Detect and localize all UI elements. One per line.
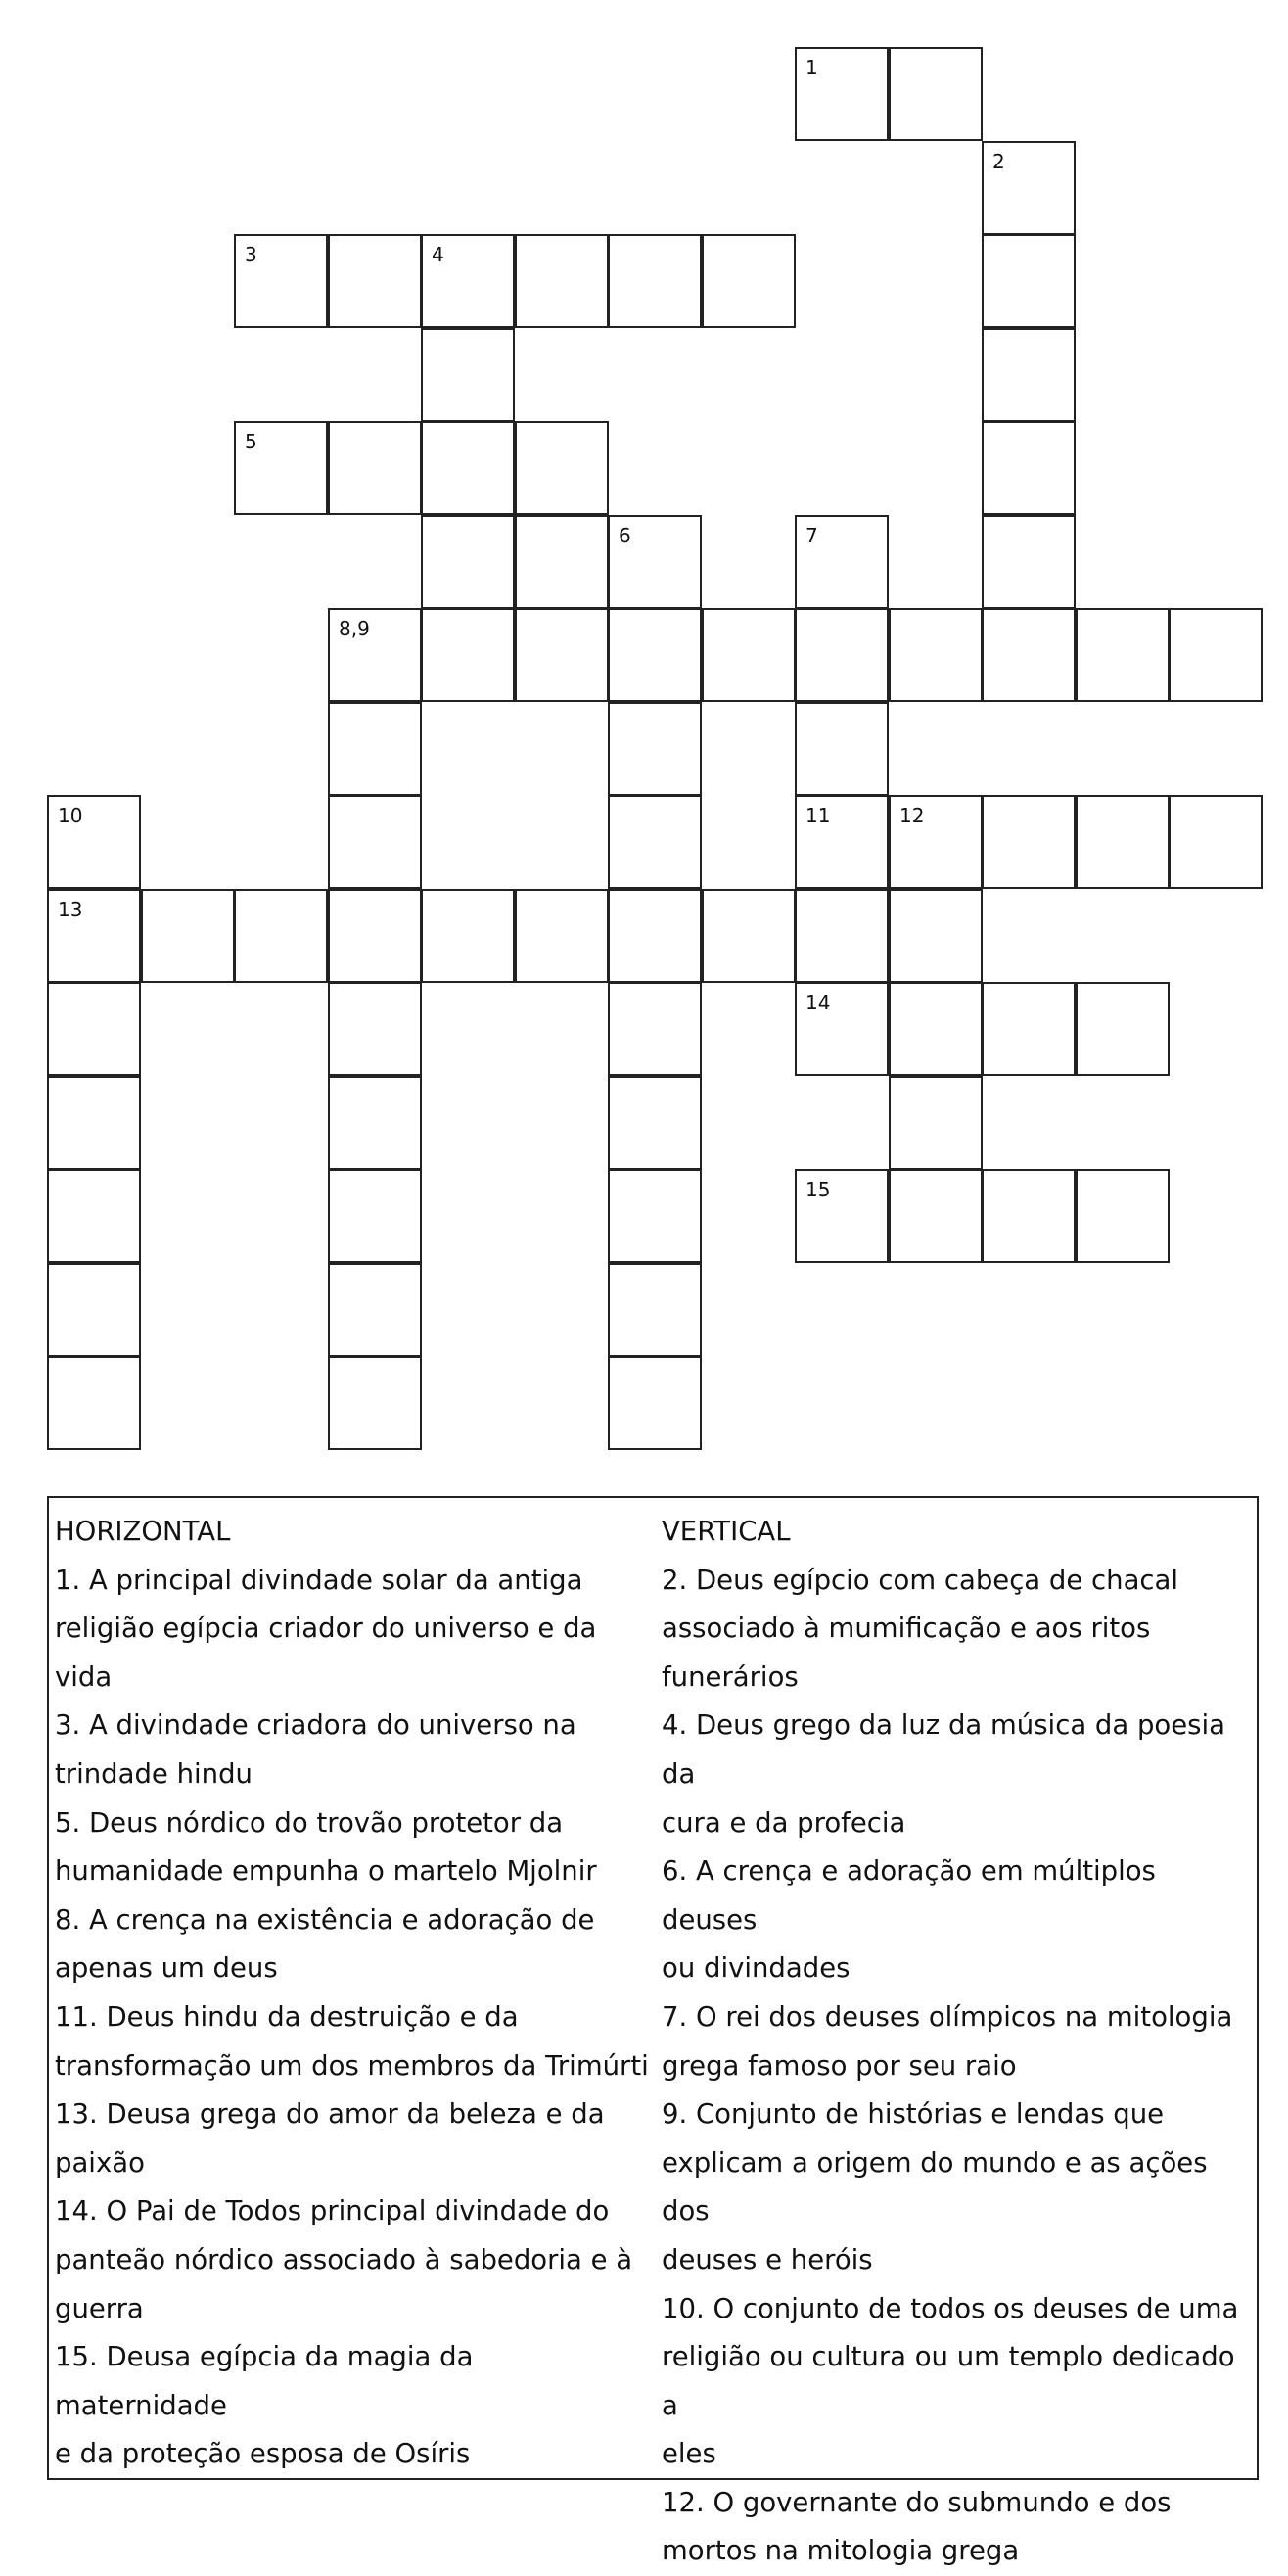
crossword-cell[interactable] (702, 234, 796, 328)
crossword-cell[interactable] (1076, 982, 1170, 1076)
clue-line: 14. O Pai de Todos principal divindade do (55, 2195, 610, 2227)
crossword-cell[interactable] (515, 234, 609, 328)
clue-number: 7 (805, 524, 818, 547)
clues-box (47, 1496, 1259, 2567)
clue-line: eles (662, 2438, 716, 2470)
clue-line: 11. Deus hindu da destruição e da (55, 2000, 519, 2033)
crossword-cell[interactable] (47, 1076, 141, 1170)
clue-line: vida (55, 1661, 113, 1693)
crossword-cell[interactable] (889, 889, 983, 983)
clue-line: associado à mumificação e aos ritos (662, 1613, 1151, 1645)
clue-line: humanidade empunha o martelo Mjolnir (55, 1855, 597, 1888)
clue-line: religião ou cultura ou um templo dedicado a (662, 2341, 1235, 2421)
crossword-cell[interactable] (47, 889, 141, 983)
crossword-cell[interactable] (515, 608, 609, 702)
clue-line: guerra (55, 2292, 144, 2324)
clue-line: 10. O conjunto de todos os deuses de uma (662, 2292, 1239, 2324)
clue-number: 13 (58, 898, 83, 921)
crossword-cell[interactable] (141, 889, 235, 983)
clue-number: 5 (245, 430, 257, 453)
crossword-cell[interactable] (47, 982, 141, 1076)
crossword-cell[interactable] (889, 608, 983, 702)
clue-line: e da proteção esposa de Osíris (55, 2438, 471, 2470)
clue-line: 2. Deus egípcio com cabeça de chacal (662, 1564, 1179, 1596)
clue-line: cura e da profecia (662, 1806, 906, 1839)
crossword-cell[interactable] (608, 1076, 702, 1170)
crossword-cell[interactable] (328, 889, 422, 983)
crossword-cell[interactable] (421, 608, 515, 702)
clue-line: 9. Conjunto de histórias e lendas que (662, 2098, 1165, 2131)
clue-number: 8,9 (339, 617, 370, 640)
crossword-cell[interactable] (234, 889, 328, 983)
clue-line: explicam a origem do mundo e as ações dos (662, 2146, 1208, 2227)
crossword-cell[interactable] (328, 702, 422, 796)
clue-line: 7. O rei dos deuses olímpicos na mitologia (662, 2000, 1233, 2033)
crossword-cell[interactable] (47, 795, 141, 889)
clue-line: 3. A divindade criadora do universo na (55, 1710, 576, 1742)
crossword-cell[interactable] (328, 795, 422, 889)
crossword-cell[interactable] (421, 515, 515, 609)
crossword-cell[interactable] (982, 1169, 1076, 1263)
clue-line: trindade hindu (55, 1757, 253, 1790)
crossword-cell[interactable] (421, 328, 515, 422)
crossword-cell[interactable] (982, 141, 1076, 235)
crossword-cell[interactable] (889, 795, 983, 889)
crossword-cell[interactable] (328, 1169, 422, 1263)
clue-line: funerários (662, 1661, 799, 1693)
clue-line: 6. A crença e adoração em múltiplos deuses (662, 1855, 1156, 1936)
crossword-cell[interactable] (608, 1263, 702, 1357)
clue-number: 2 (992, 150, 1005, 173)
clue-number: 6 (619, 524, 631, 547)
crossword-cell[interactable] (328, 1356, 422, 1450)
crossword-cell[interactable] (328, 1263, 422, 1357)
crossword-cell[interactable] (608, 1169, 702, 1263)
crossword-cell[interactable] (795, 47, 889, 141)
crossword-cell[interactable] (515, 421, 609, 515)
clue-line: ou divindades (662, 1952, 851, 1985)
crossword-cell[interactable] (328, 982, 422, 1076)
crossword-cell[interactable] (889, 1076, 983, 1170)
clue-number: 10 (58, 804, 83, 827)
clue-line: 4. Deus grego da luz da música da poesia da (662, 1710, 1225, 1790)
clue-line: 1. A principal divindade solar da antiga (55, 1564, 583, 1596)
crossword-cell[interactable] (795, 608, 889, 702)
crossword-cell[interactable] (47, 1356, 141, 1450)
crossword-cell[interactable] (515, 889, 609, 983)
crossword-cell[interactable] (982, 328, 1076, 422)
crossword-cell[interactable] (702, 608, 796, 702)
crossword-cell[interactable] (515, 515, 609, 609)
crossword-cell[interactable] (234, 421, 328, 515)
crossword-cell[interactable] (795, 515, 889, 609)
clue-line: 15. Deusa egípcia da magia da maternidade (55, 2341, 474, 2421)
clue-line: 5. Deus nórdico do trovão protetor da (55, 1806, 564, 1839)
clue-line: 12. O governante do submundo e dos (662, 2486, 1172, 2518)
clue-number: 1 (805, 56, 818, 79)
crossword-cell[interactable] (1076, 608, 1170, 702)
crossword-cell[interactable] (608, 982, 702, 1076)
clue-number: 3 (245, 243, 257, 266)
crossword-cell[interactable] (795, 702, 889, 796)
crossword-cell[interactable] (795, 889, 889, 983)
crossword-cell[interactable] (1169, 608, 1263, 702)
crossword-cell[interactable] (1076, 795, 1170, 889)
crossword-cell[interactable] (608, 1356, 702, 1450)
crossword-cell[interactable] (982, 515, 1076, 609)
crossword-cell[interactable] (328, 608, 422, 702)
crossword-cell[interactable] (795, 795, 889, 889)
crossword-cell[interactable] (608, 234, 702, 328)
clue-line: religião egípcia criador do universo e da (55, 1613, 597, 1645)
crossword-cell[interactable] (889, 1169, 983, 1263)
horizontal-heading: HORIZONTAL (55, 1516, 231, 1547)
crossword-cell[interactable] (328, 421, 422, 515)
clue-line: apenas um deus (55, 1952, 278, 1985)
clue-line: transformação um dos membros da Trimúrti (55, 2049, 649, 2082)
clue-number: 12 (899, 804, 925, 827)
crossword-cell[interactable] (982, 234, 1076, 328)
crossword-cell[interactable] (328, 1076, 422, 1170)
clue-number: 15 (805, 1178, 831, 1201)
crossword-cell[interactable] (1076, 1169, 1170, 1263)
clue-number: 11 (805, 804, 831, 827)
crossword-cell[interactable] (889, 982, 983, 1076)
crossword-cell[interactable] (982, 982, 1076, 1076)
clue-number: 4 (432, 243, 444, 266)
horizontal-clues (55, 1508, 654, 2479)
clue-number: 14 (805, 991, 831, 1014)
crossword-cell[interactable] (889, 47, 983, 141)
crossword-cell[interactable] (421, 889, 515, 983)
clue-line: deuses e heróis (662, 2243, 873, 2275)
crossword-cell[interactable] (1169, 795, 1263, 889)
crossword-cell[interactable] (47, 1263, 141, 1357)
crossword-cell[interactable] (795, 982, 889, 1076)
clue-line: 13. Deusa grega do amor da beleza e da (55, 2098, 605, 2131)
crossword-cell[interactable] (608, 702, 702, 796)
crossword-cell[interactable] (795, 1169, 889, 1263)
vertical-heading: VERTICAL (662, 1516, 791, 1547)
clue-line: 8. A crença na existência e adoração de (55, 1903, 595, 1936)
crossword-cell[interactable] (608, 608, 702, 702)
vertical-clues (662, 1508, 1259, 2576)
clue-line: panteão nórdico associado à sabedoria e à (55, 2243, 633, 2275)
crossword-cell[interactable] (982, 608, 1076, 702)
crossword-cell[interactable] (47, 1169, 141, 1263)
clue-line: paixão (55, 2146, 145, 2178)
crossword-cell[interactable] (608, 515, 702, 609)
crossword-cell[interactable] (234, 234, 328, 328)
crossword-cell[interactable] (608, 795, 702, 889)
crossword-cell[interactable] (421, 234, 515, 328)
crossword-cell[interactable] (982, 795, 1076, 889)
crossword-cell[interactable] (328, 234, 422, 328)
crossword-cell[interactable] (421, 421, 515, 515)
crossword-cell[interactable] (702, 889, 796, 983)
crossword-cell[interactable] (982, 421, 1076, 515)
clue-line: grega famoso por seu raio (662, 2049, 1017, 2082)
crossword-cell[interactable] (608, 889, 702, 983)
clue-line: mortos na mitologia grega (662, 2535, 1020, 2567)
